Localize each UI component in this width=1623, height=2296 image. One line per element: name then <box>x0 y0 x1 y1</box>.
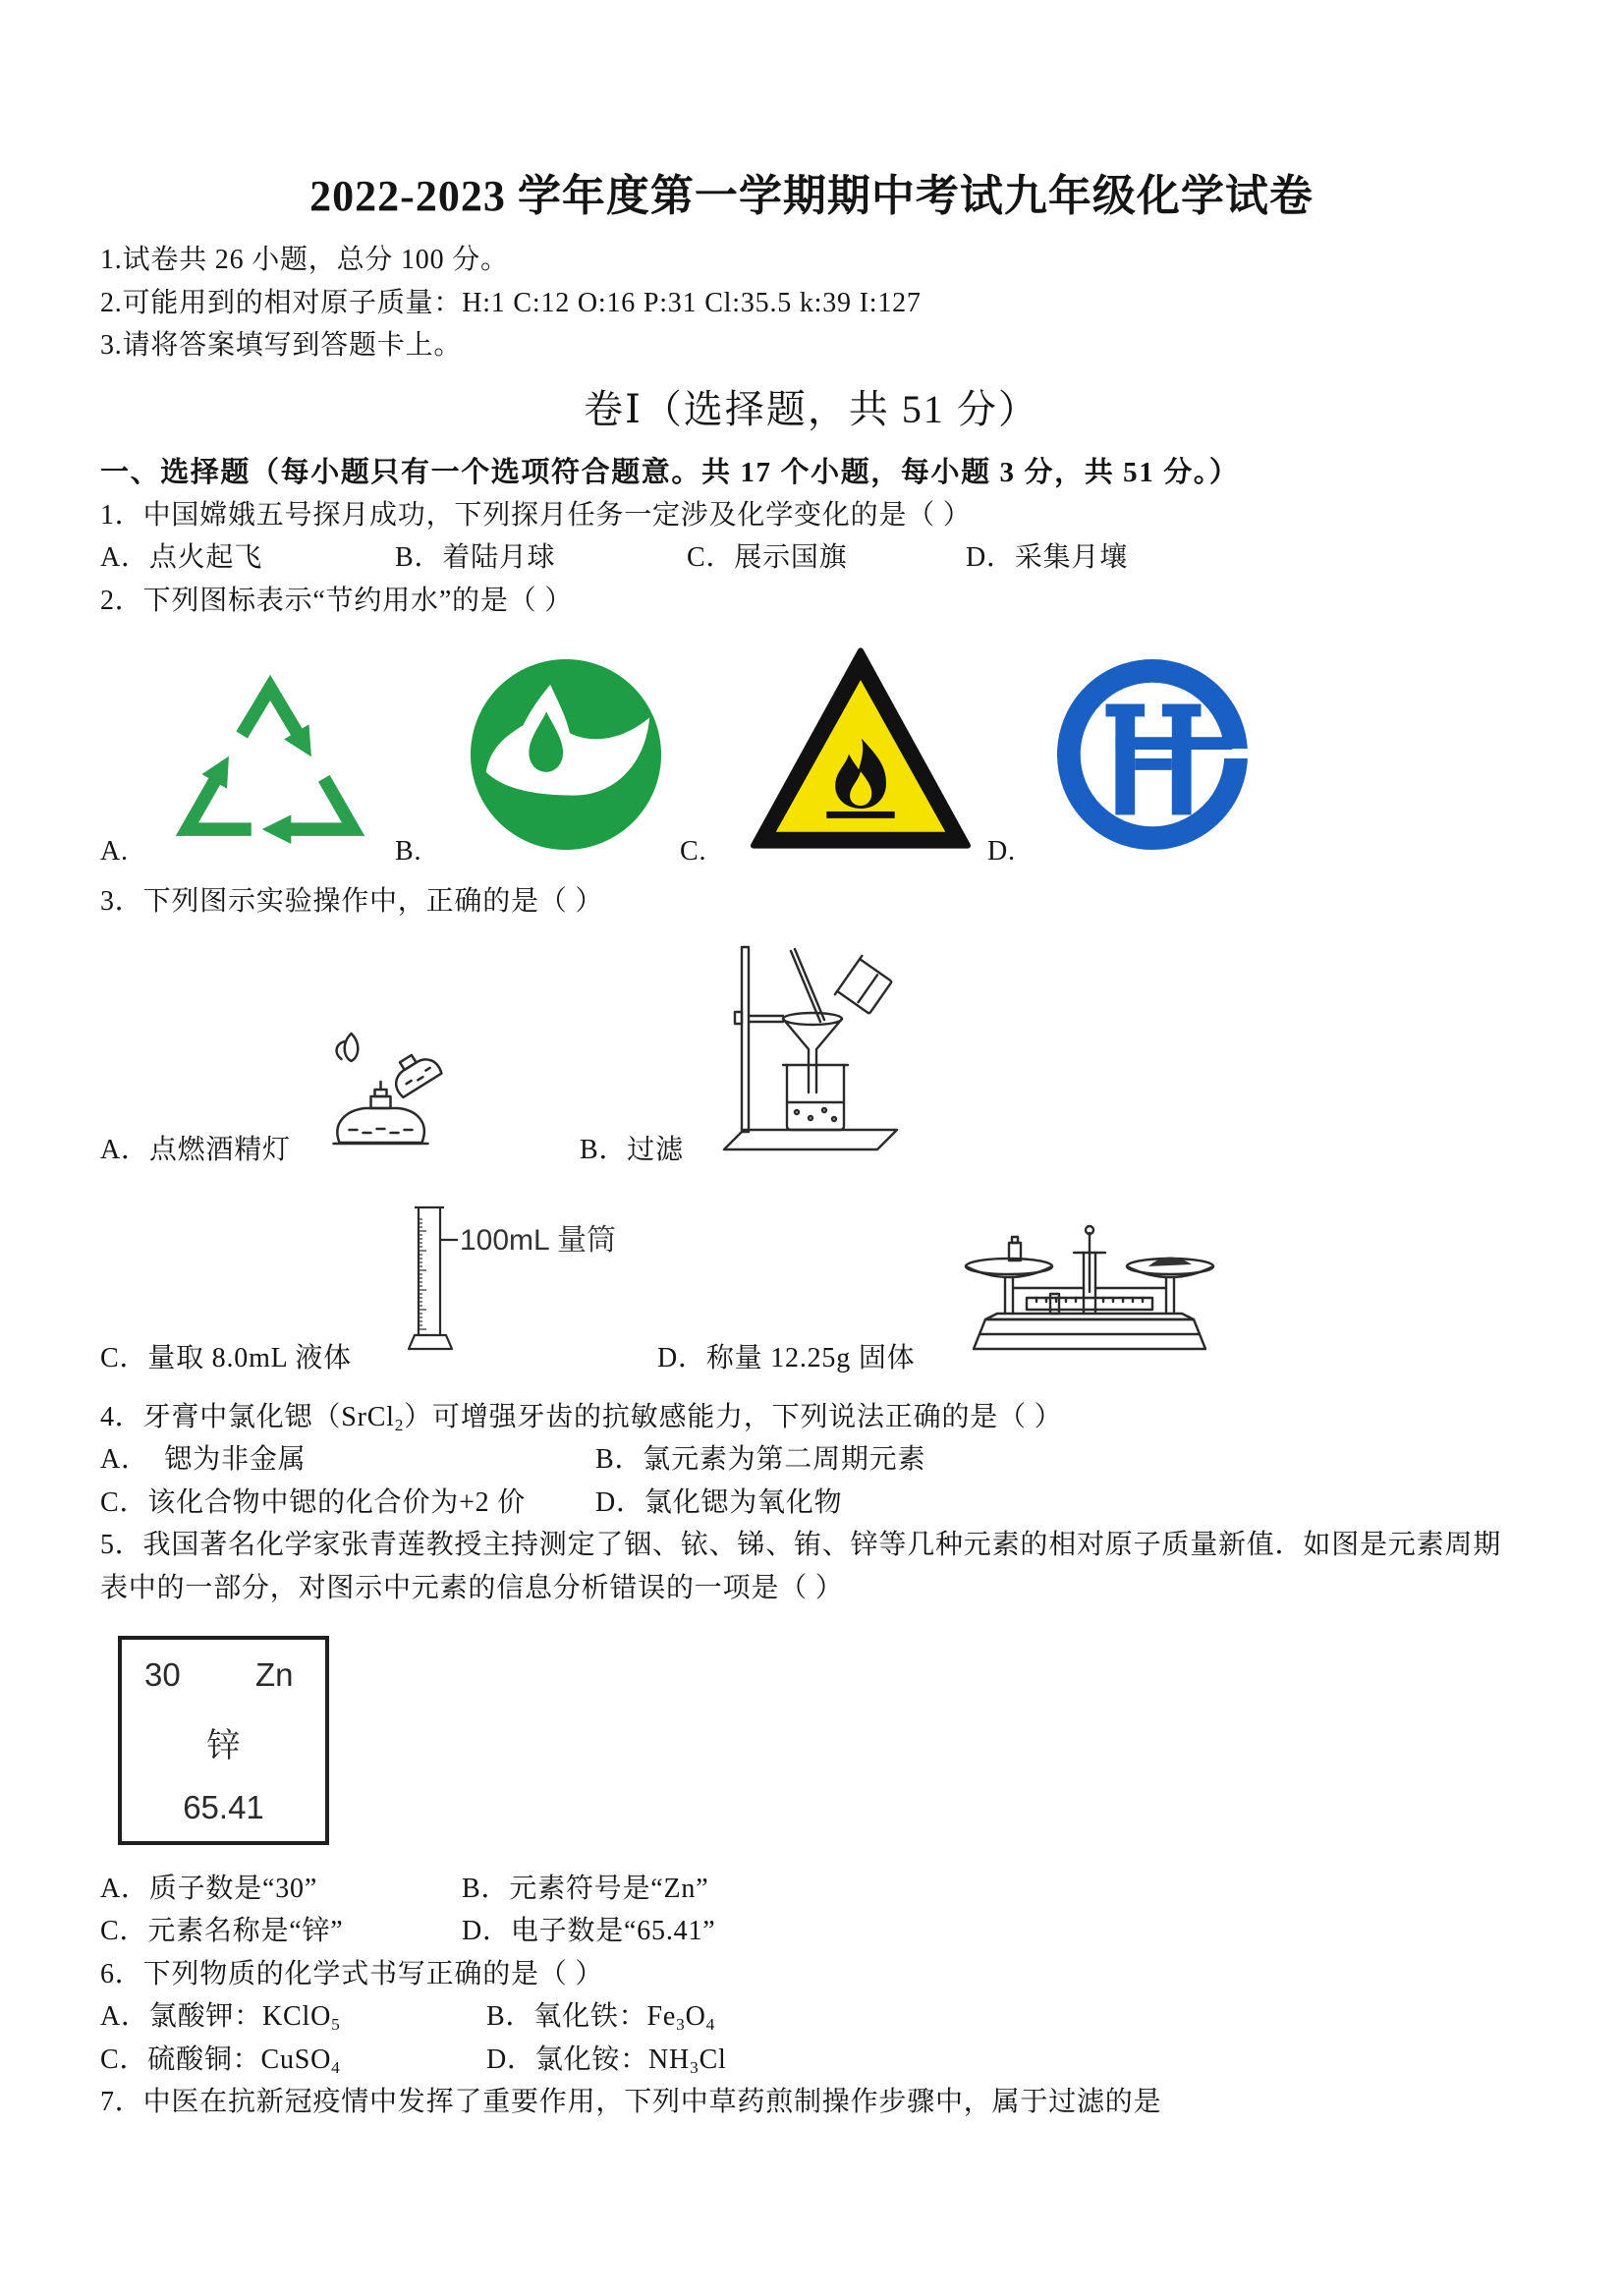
question-1-option-a: A．点火起飞 <box>100 542 263 573</box>
stem-text: 4．牙膏中氯化锶（SrCl <box>100 1402 395 1432</box>
question-2-option-c-label: C. <box>680 836 707 867</box>
exam-title: 2022-2023 学年度第一学期期中考试九年级化学试卷 <box>309 172 1314 220</box>
question-5-option-a: A．质子数是“30” <box>100 1874 318 1904</box>
blue-circle-emblem-icon <box>1055 656 1250 853</box>
question-2-option-d-label: D. <box>987 836 1016 867</box>
element-symbol: Zn <box>255 1656 294 1693</box>
instruction-line-3: 3.请将答案填写到答题卡上。 <box>100 330 463 361</box>
question-3-option-d: D．称量 12.25g 固体 <box>657 1343 916 1373</box>
question-3-stem: 3．下列图示实验操作中，正确的是（ ） <box>100 886 604 917</box>
element-name: 锌 <box>206 1727 241 1764</box>
graduated-cylinder-illustration <box>405 1204 458 1355</box>
question-1-option-b: B．着陆月球 <box>395 542 556 573</box>
question-6-option-c: C．硫酸铜：CuSO$_4$ <box>100 2044 341 2077</box>
question-5-option-b: B．元素符号是“Zn” <box>462 1874 709 1904</box>
question-1-option-c: C．展示国旗 <box>687 542 848 573</box>
balance-scale-illustration <box>958 1223 1221 1357</box>
question-2-option-a-label: A. <box>100 836 129 867</box>
question-6-option-a: A．氯酸钾：KClO$_5$ <box>100 2001 341 2034</box>
question-2-option-b-label: B. <box>395 836 422 867</box>
question-4-option-a: A． 锶为非金属 <box>100 1444 307 1475</box>
question-1-option-d: D．采集月壤 <box>966 542 1129 573</box>
question-7-stem: 7．中医在抗新冠疫情中发挥了重要作用，下列中草药煎制操作步骤中，属于过滤的是 <box>100 2087 1162 2117</box>
atomic-mass: 65.41 <box>183 1789 264 1825</box>
periodic-table-cell <box>118 1636 329 1845</box>
flammable-warning-icon <box>749 644 973 852</box>
instruction-line-2: 2.可能用到的相对原子质量：H:1 C:12 O:16 P:31 Cl:35.5 k:39 I:127 <box>100 288 922 318</box>
question-3-option-b: B．过滤 <box>580 1135 684 1165</box>
stem-text: ）可增强牙齿的抗敏感能力，下列说法正确的是（ ） <box>404 1402 1063 1432</box>
question-4-option-b: B．氯元素为第二周期元素 <box>595 1444 926 1475</box>
question-6-stem: 6．下列物质的化学式书写正确的是（ ） <box>100 1959 604 1989</box>
section-title: 卷Ⅰ（选择题，共 51 分） <box>584 387 1039 431</box>
question-3-option-c: C．量取 8.0mL 液体 <box>100 1343 352 1373</box>
question-5-stem-line-2: 表中的一部分，对图示中元素的信息分析错误的一项是（ ） <box>100 1573 844 1603</box>
question-6-option-d: D．氯化铵：$NH_3Cl$ <box>486 2044 727 2077</box>
graduated-cylinder-label: 100mL 量筒 <box>460 1224 616 1257</box>
question-3-option-a: A．点燃酒精灯 <box>100 1135 291 1165</box>
filtration-illustration <box>722 945 899 1153</box>
question-4-option-c: C．该化合物中锶的化合价为+2 价 <box>100 1487 527 1518</box>
instruction-line-1: 1.试卷共 26 小题，总分 100 分。 <box>100 245 509 275</box>
question-4-stem <box>100 1398 1564 1437</box>
part-heading: 一、选择题（每小题只有一个选项符合题意。共 17 个小题，每小题 3 分，共 51 分。） <box>100 457 1240 488</box>
recycle-icon <box>172 670 368 849</box>
question-5-stem-line-1: 5．我国著名化学家张青莲教授主持测定了铟、铱、锑、铕、锌等几种元素的相对原子质量新值．如图是元素周期 <box>100 1530 1502 1560</box>
atomic-number: 30 <box>144 1656 181 1693</box>
question-4-option-d: D．氯化锶为氧化物 <box>595 1487 843 1518</box>
formula-subscript: 2 <box>394 1415 405 1434</box>
question-1-stem: 1．中国嫦娥五号探月成功，下列探月任务一定涉及化学变化的是（ ） <box>100 500 972 531</box>
question-6-option-b: B．氧化铁：$Fe_3O_4$ <box>486 2001 716 2034</box>
question-2-stem: 2．下列图标表示“节约用水”的是（ ） <box>100 586 574 616</box>
alcohol-lamp-lighting-illustration <box>321 1028 450 1149</box>
question-5-option-c: C．元素名称是“锌” <box>100 1916 344 1946</box>
water-drop-icon <box>469 656 663 853</box>
question-5-option-d: D．电子数是“65.41” <box>462 1916 716 1946</box>
